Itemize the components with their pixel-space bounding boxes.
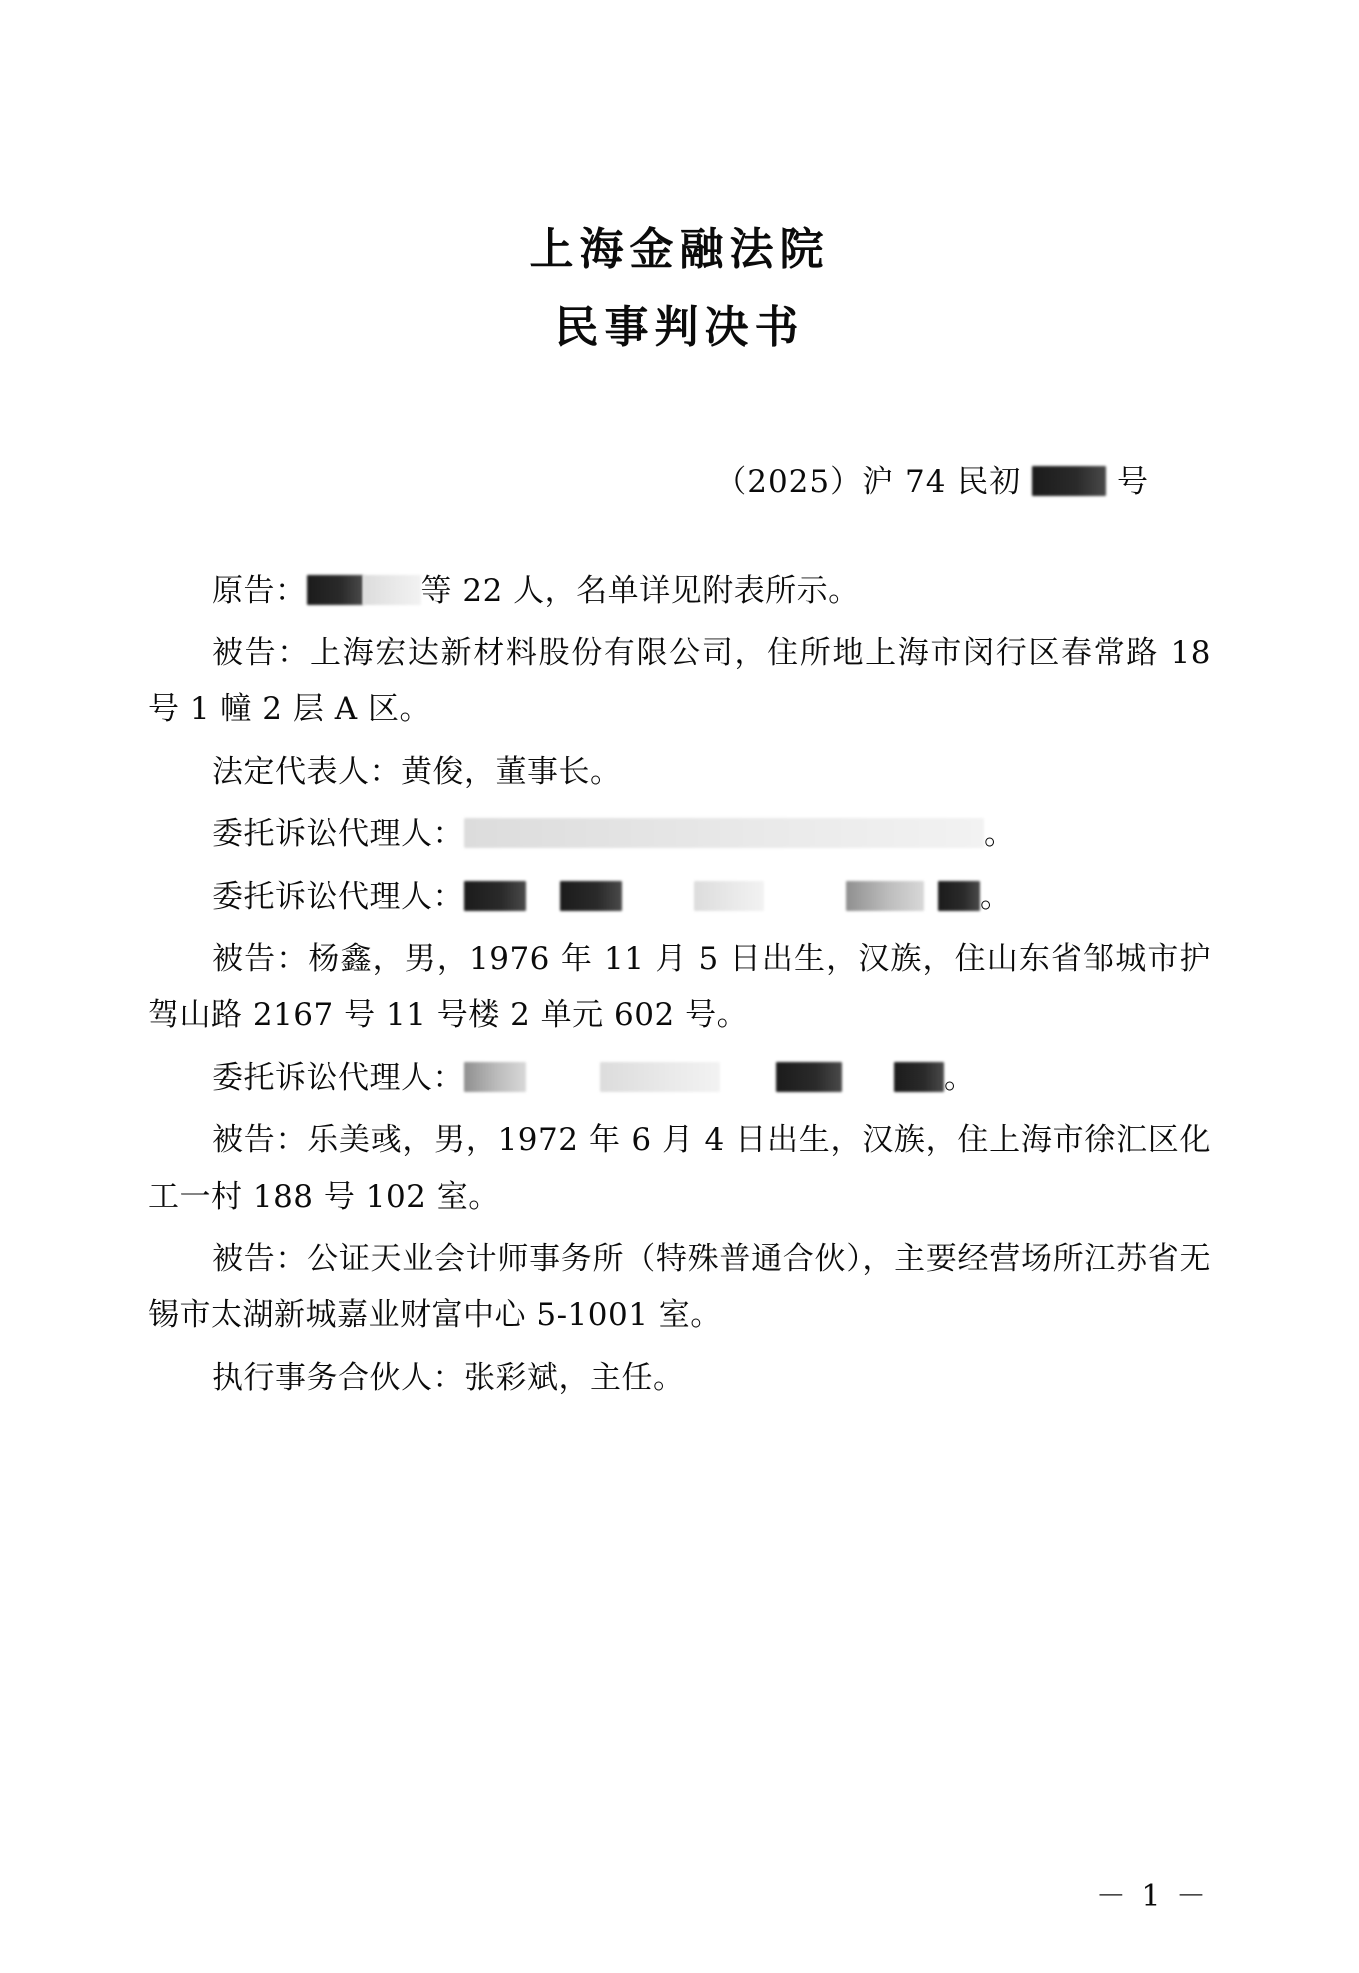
redaction-agent-2-c [694,881,764,911]
paragraph-defendant-company: 被告：上海宏达新材料股份有限公司，住所地上海市闵行区春常路 18 号 1 幢 2 层 A 区。 [148,635,1211,728]
plaintiff-label: 原告： [212,572,307,609]
redaction-plaintiff-name-2 [363,575,421,605]
redaction-agent-2-b [560,881,622,911]
court-name: 上海金融法院 [529,224,830,275]
paragraph-plaintiff [148,563,1211,619]
paragraph-defendant-firm: 被告：公证天业会计师事务所（特殊普通合伙），主要经营场所江苏省无锡市太湖新城嘉业财富中心 5-1001 室。 [148,1241,1211,1334]
redaction-agent-3-c [776,1062,842,1092]
agent-1-label: 委托诉讼代理人： [212,816,464,853]
redaction-agent-2-d [846,881,924,911]
paragraph-agent-1: 委托诉讼代理人： 。 [212,816,1016,853]
redaction-agent-1 [464,818,984,848]
redaction-agent-2-e [938,881,980,911]
case-number [148,456,1211,501]
agent-2-label: 委托诉讼代理人： [212,878,464,915]
plaintiff-text: 等 22 人，名单详见附表所示。 [420,572,860,609]
paragraph-defendant-yangxin: 被告：杨鑫，男，1976 年 11 月 5 日出生，汉族，住山东省邹城市护驾山路 2167 号 11 号楼 2 单元 602 号。 [148,941,1211,1034]
redaction-agent-2-a [464,881,526,911]
redaction-agent-3-a [464,1062,526,1092]
agent-3-label: 委托诉讼代理人： [212,1059,464,1096]
document-page [0,218,1359,1973]
redaction-plaintiff-name-1 [307,575,363,605]
redaction-agent-3-b [600,1062,720,1092]
paragraph-agent-2: 委托诉讼代理人： 。 [212,878,1012,915]
page-number: － 1 － [1095,1879,1209,1914]
document-body [148,563,1211,1407]
redaction-agent-3-d [894,1062,944,1092]
paragraph-defendant-lemeiyu: 被告：乐美彧，男，1972 年 6 月 4 日出生，汉族，住上海市徐汇区化工一村 188 号 102 室。 [148,1122,1211,1215]
paragraph-executive-partner: 执行事务合伙人：张彩斌，主任。 [212,1359,685,1396]
paragraph-agent-3: 委托诉讼代理人： 。 [212,1059,976,1096]
redaction-case-number [1032,466,1106,496]
case-number-prefix: （2025）沪 74 民初 [715,463,1022,500]
case-number-suffix: 号 [1117,463,1149,500]
document-type-title: 民事判决书 [554,301,805,353]
title-block [148,218,1211,360]
paragraph-legal-representative: 法定代表人：黄俊，董事长。 [212,753,622,790]
